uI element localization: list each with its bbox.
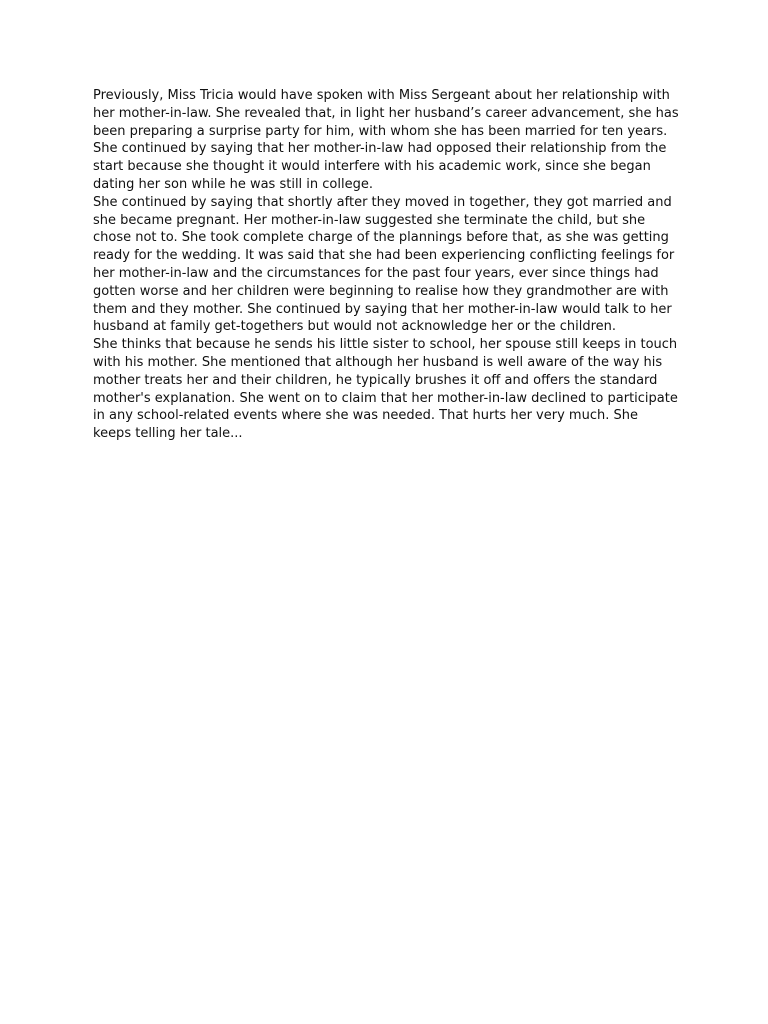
- paragraph-2: She continued by saying that shortly after they moved in together, they got married and she became pregnant. Her mother-in-law suggested she terminate the child, but she chose not to. She took complete charge of the plannings before that, as she was getting ready for the wedding. It was said that she had been experiencing conflicting feelings for her mother-in-law and the circumstances for the past four years, ever since things had gotten worse and her children were beginning to realise how they grandmother are with them and they mother. She continued by saying that her mother-in-law would talk to her husband at family get-togethers but would not acknowledge her or the children.: [93, 194, 675, 335]
- paragraph-1: Previously, Miss Tricia would have spoken with Miss Sergeant about her relationship with her mother-in-law. She revealed that, in light her husband’s career advancement, she has been preparing a surprise party for him, with whom she has been married for ten years. She continued by saying that her mother-in-law had opposed their relationship from the start because she thought it would interfere with his academic work, since she began dating her son while he was still in college.: [93, 88, 679, 192]
- paragraph-3: She thinks that because he sends his little sister to school, her spouse still keeps in touch with his mother. She mentioned that although her husband is well aware of the way his mother treats her and their children, he typically brushes it off and offers the standard mother's explanation. She went on to claim that her mother-in-law declined to participate in any school-related events where she was needed. That hurts her very much. She keeps telling her tale...: [93, 337, 678, 442]
- document-body: [93, 87, 679, 443]
